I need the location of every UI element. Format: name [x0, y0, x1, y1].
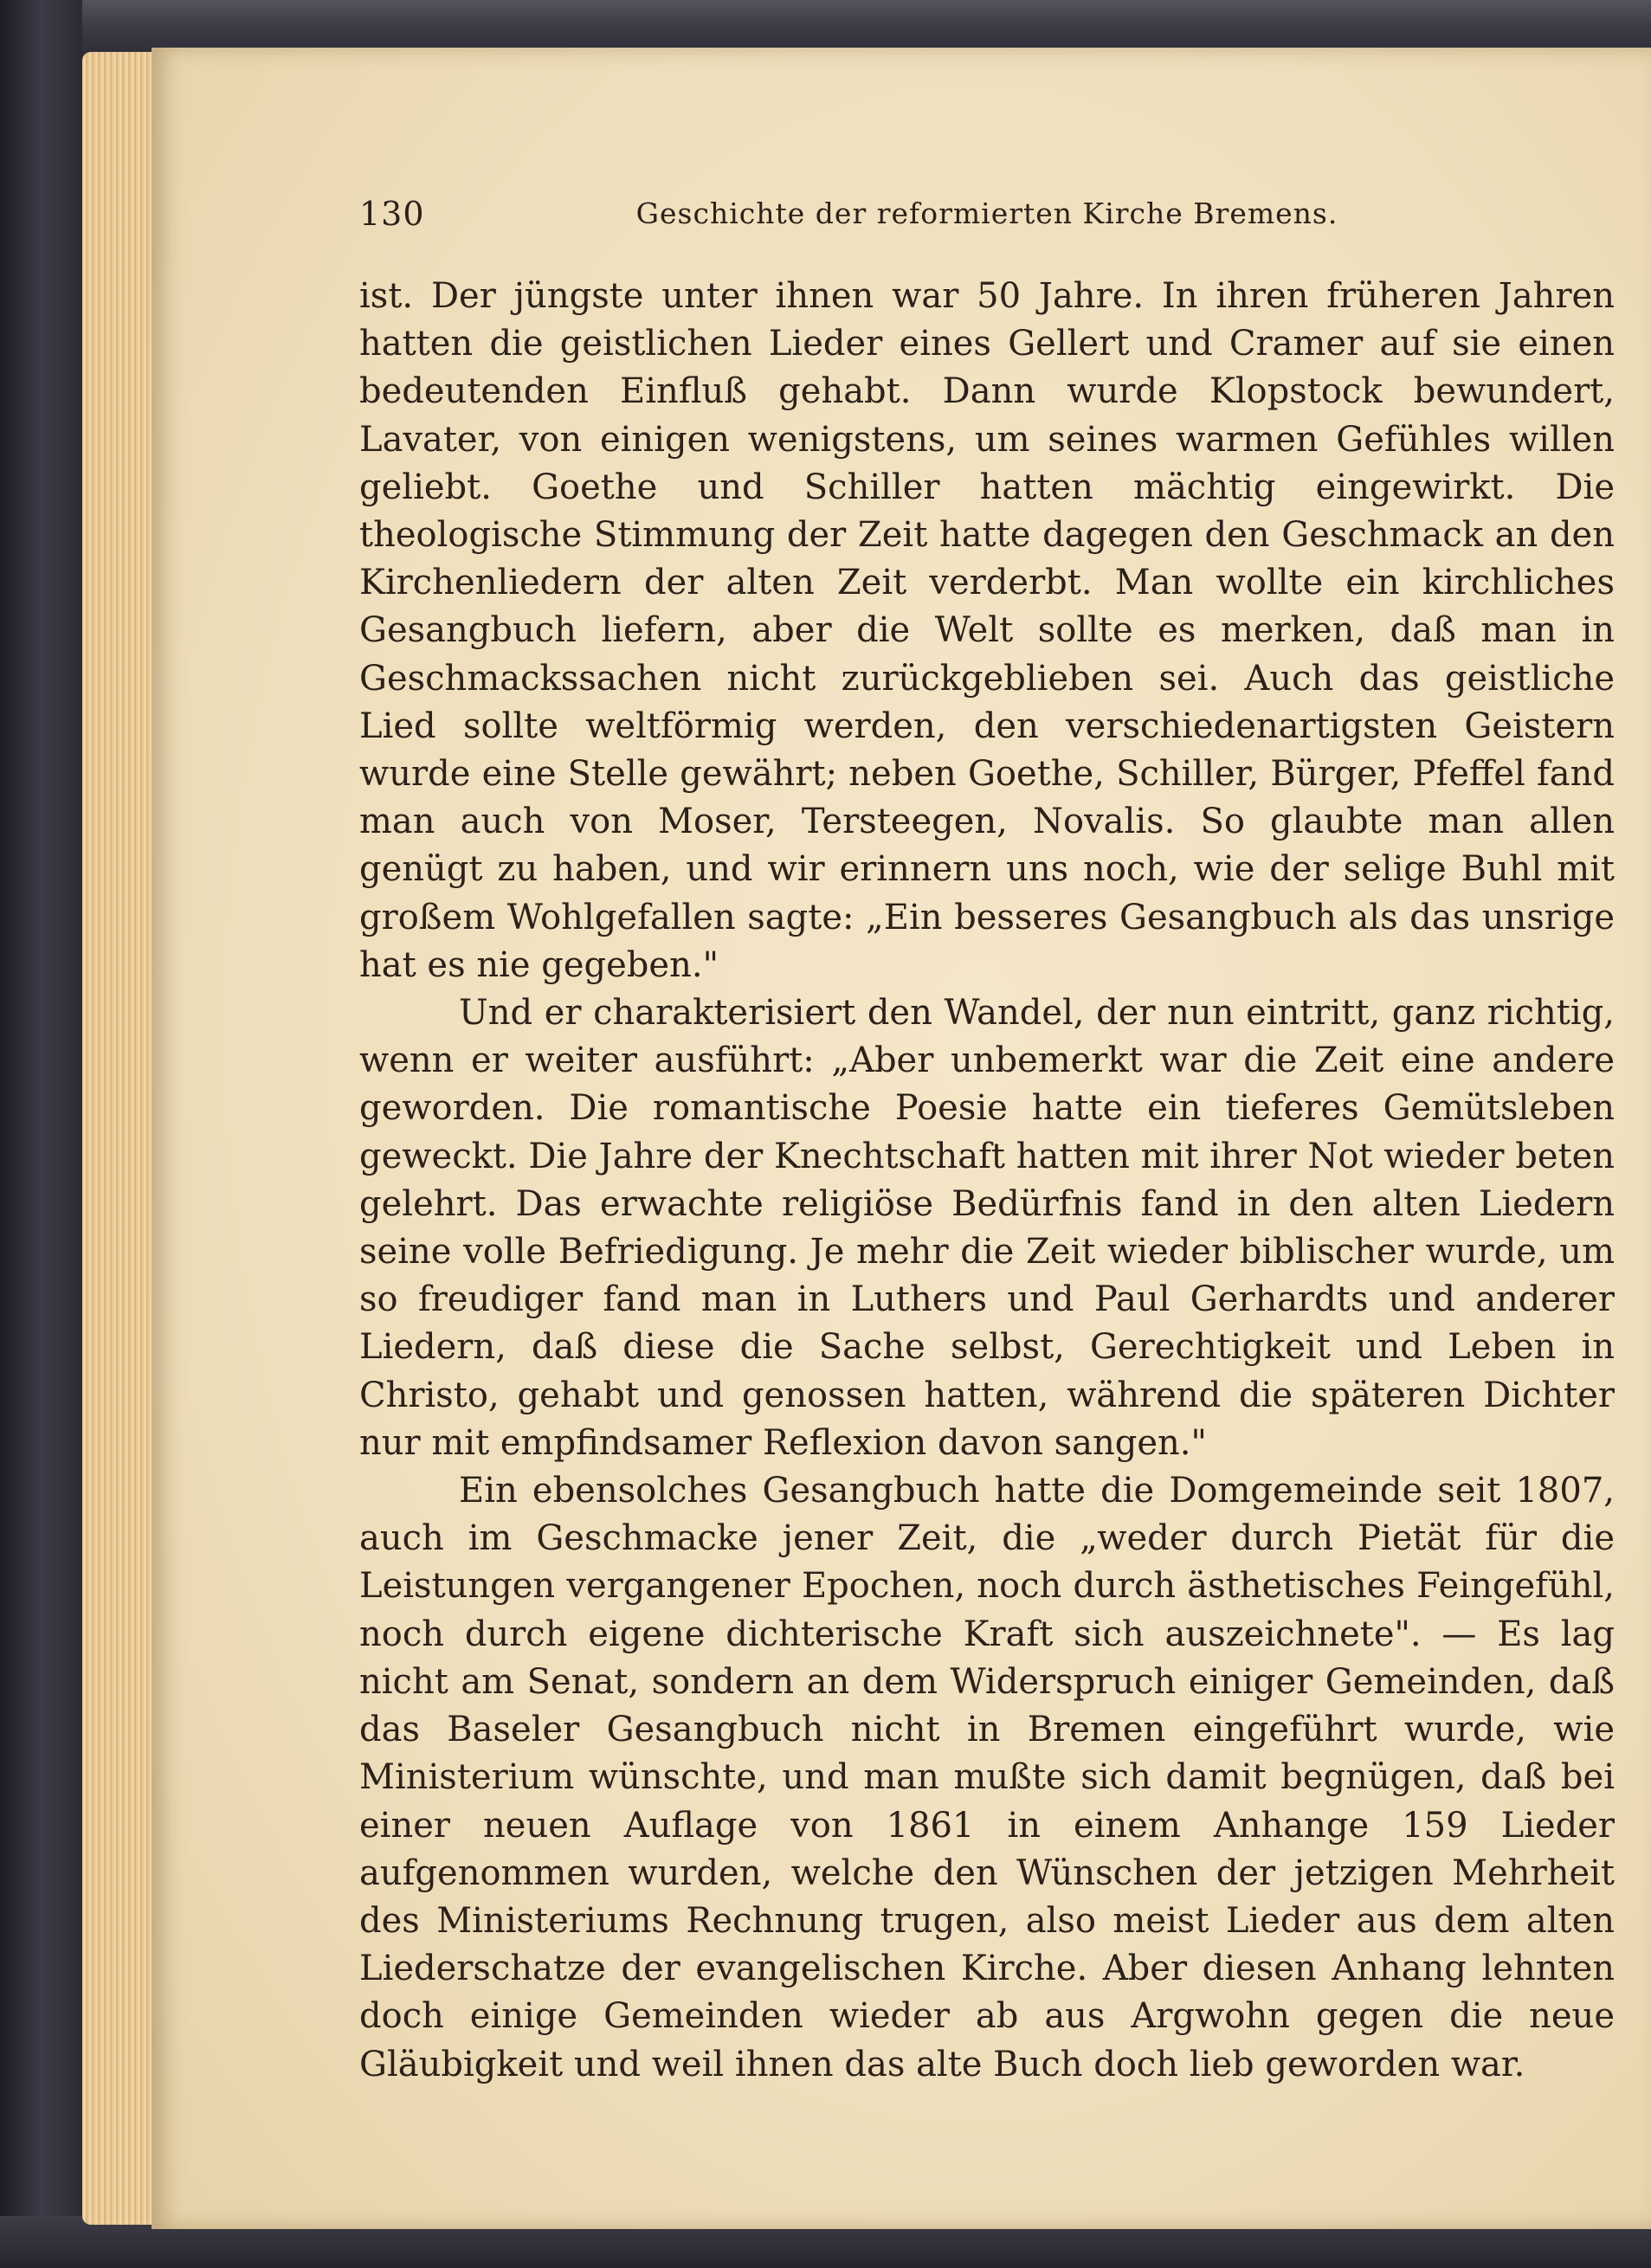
book-page — [152, 48, 1651, 2229]
running-title: Geschichte der reformierten Kirche Bremens. — [635, 197, 1338, 230]
book-spine — [0, 0, 82, 2268]
running-head — [359, 195, 1615, 247]
paragraph-1: ist. Der jüngste unter ihnen war 50 Jahre. In ihren früheren Jahren hatten die geistlichen Lieder eines Gellert und Cramer auf sie einen bedeutenden Einfluß gehabt. Dann wurde Klopstock bewundert, Lavater, von einigen wenigstens, um seines warmen Gefühles willen geliebt. Goethe und Schiller hatten mächtig eingewirkt. Die theologische Stimmung der Zeit hatte dagegen den Geschmack an den Kirchenliedern der alten Zeit verderbt. Man wollte ein kirchliches Gesangbuch liefern, aber die Welt sollte es merken, daß man in Geschmackssachen nicht zurückgeblieben sei. Auch das geistliche Lied sollte weltförmig werden, den verschiedenartigsten Geistern wurde eine Stelle gewährt; neben Goethe, Schiller, Bürger, Pfeffel fand man auch von Moser, Tersteegen, Novalis. So glaubte man allen genügt zu haben, und wir erinnern uns noch, wie der selige Buhl mit großem Wohlgefallen sagte: „Ein besseres Gesangbuch als das unsrige hat es nie gegeben." — [359, 276, 1615, 985]
paragraph-3: Ein ebensolches Gesangbuch hatte die Domgemeinde seit 1807, auch im Geschmacke jener Zeit, die „weder durch Pietät für die Leistungen vergangener Epochen, noch durch ästhetisches Feingefühl, noch durch eigene dichterische Kraft sich auszeichnete". — Es lag nicht am Senat, sondern an dem Widerspruch einiger Gemeinden, daß das Baseler Gesangbuch nicht in Bremen eingeführt wurde, wie Ministerium wünschte, und man mußte sich damit begnügen, daß bei einer neuen Auflage von 1861 in einem Anhange 159 Lieder aufgenommen wurden, welche den Wünschen der jetzigen Mehrheit des Ministeriums Rechnung trugen, also meist Lieder aus dem alten Liederschatze der evangelischen Kirche. Aber diesen Anhang lehnten doch einige Gemeinden wieder ab aus Argwohn gegen die neue Gläubigkeit und weil ihnen das alte Buch doch lieb geworden war. — [359, 1471, 1615, 2084]
page-number: 130 — [359, 195, 425, 233]
paragraph-2: Und er charakterisiert den Wandel, der nun eintritt, ganz richtig, wenn er weiter ausführt: „Aber unbemerkt war die Zeit eine andere geworden. Die romantische Poesie hatte ein tieferes Gemütsleben geweckt. Die Jahre der Knechtschaft hatten mit ihrer Not wieder beten gelehrt. Das erwachte religiöse Bedürfnis fand in den alten Liedern seine volle Befriedigung. Je mehr die Zeit wieder biblischer wurde, um so freudiger fand man in Luthers und Paul Gerhardts und anderer Liedern, daß diese die Sache selbst, Gerechtigkeit und Leben in Christo, gehabt und genossen hatten, während die späteren Dichter nur mit empfindsamer Reflexion davon sangen." — [359, 993, 1615, 1463]
text-block — [359, 195, 1615, 2089]
page-edges — [82, 52, 156, 2225]
